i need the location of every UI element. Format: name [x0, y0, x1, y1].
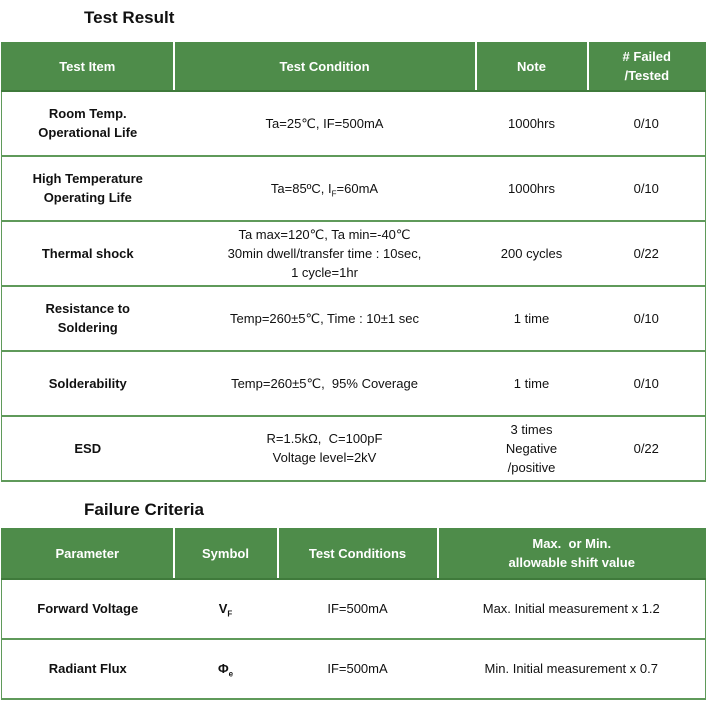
header-failed-tested — [588, 43, 706, 91]
symbol-subscript: e — [228, 669, 234, 679]
test-item-line: High Temperature — [32, 171, 143, 186]
note-cell: 200 cycles — [476, 221, 588, 286]
note-cell: 1000hrs — [476, 91, 588, 156]
test-item-cell — [2, 91, 174, 156]
failed-cell: 0/22 — [588, 221, 706, 286]
failed-cell: 0/22 — [588, 416, 706, 481]
test-condition-cell — [174, 416, 476, 481]
note-line: /positive — [507, 459, 556, 475]
header-symbol: Symbol — [174, 529, 278, 579]
note-cell: 1 time — [476, 351, 588, 416]
test-condition-cell — [174, 156, 476, 221]
condition-line: Voltage level=2kV — [272, 450, 377, 465]
header-test-item: Test Item — [2, 43, 174, 91]
failed-cell: 0/10 — [588, 286, 706, 351]
condition-suffix: =60mA — [336, 180, 379, 196]
test-item-line: Resistance to — [45, 301, 131, 316]
test-result-header-row — [2, 43, 706, 91]
symbol-cell — [174, 579, 278, 639]
test-item-line: Operating Life — [43, 190, 132, 205]
failed-cell: 0/10 — [588, 156, 706, 221]
header-shift-line1: Max. or Min. — [532, 536, 612, 552]
condition-line: 30min dwell/transfer time : 10sec, — [227, 245, 422, 261]
condition-prefix: Ta=85ºC, I — [270, 180, 332, 196]
condition-subscript: F — [331, 189, 337, 199]
test-condition-cell: Ta=25℃, IF=500mA — [174, 91, 476, 156]
test-item-line: Soldering — [57, 320, 118, 335]
test-condition-cell: Temp=260±5℃, 95% Coverage — [174, 351, 476, 416]
condition-line: 1 cycle=1hr — [291, 264, 358, 280]
table-row — [2, 156, 706, 221]
symbol-main: V — [218, 601, 228, 616]
condition-line: R=1.5kΩ, C=100pF — [266, 431, 383, 446]
test-result-title: Test Result — [84, 8, 175, 27]
test-item-cell: ESD — [2, 416, 174, 481]
note-line: Negative — [505, 440, 558, 456]
test-item-line: Operational Life — [38, 125, 138, 140]
header-shift-line2: allowable shift value — [508, 555, 635, 571]
condition-line: Ta max=120℃, Ta min=-40℃ — [238, 226, 411, 242]
symbol-cell — [174, 639, 278, 699]
table-row — [2, 286, 706, 351]
header-parameter: Parameter — [2, 529, 174, 579]
test-item-cell: Thermal shock — [2, 221, 174, 286]
conditions-cell: IF=500mA — [278, 579, 438, 639]
header-test-conditions: Test Conditions — [278, 529, 438, 579]
header-test-condition: Test Condition — [174, 43, 476, 91]
note-cell: 1000hrs — [476, 156, 588, 221]
parameter-cell: Forward Voltage — [2, 579, 174, 639]
test-item-cell — [2, 286, 174, 351]
conditions-cell: IF=500mA — [278, 639, 438, 699]
note-cell: 1 time — [476, 286, 588, 351]
table-row — [2, 221, 706, 286]
test-condition-cell: Temp=260±5℃, Time : 10±1 sec — [174, 286, 476, 351]
test-result-table — [1, 42, 706, 482]
shift-cell: Min. Initial measurement x 0.7 — [438, 639, 706, 699]
table-row — [2, 351, 706, 416]
parameter-cell: Radiant Flux — [2, 639, 174, 699]
failure-criteria-title: Failure Criteria — [84, 500, 204, 519]
failure-header-row — [2, 529, 706, 579]
table-row — [2, 91, 706, 156]
header-note: Note — [476, 43, 588, 91]
header-failed-line2: /Tested — [624, 68, 670, 84]
table-row — [2, 416, 706, 481]
table-row — [2, 579, 706, 639]
test-item-cell: Solderability — [2, 351, 174, 416]
failed-cell: 0/10 — [588, 351, 706, 416]
note-cell — [476, 416, 588, 481]
table-row — [2, 639, 706, 699]
shift-cell: Max. Initial measurement x 1.2 — [438, 579, 706, 639]
test-item-cell — [2, 156, 174, 221]
test-condition-cell — [174, 221, 476, 286]
test-item-line: Room Temp. — [48, 106, 127, 121]
symbol-subscript: F — [227, 609, 233, 619]
failed-cell: 0/10 — [588, 91, 706, 156]
header-shift-value — [438, 529, 706, 579]
symbol-main: Φ — [217, 661, 229, 676]
header-failed-line1: # Failed — [622, 49, 671, 65]
failure-criteria-table — [1, 528, 706, 700]
note-line: 3 times — [510, 421, 553, 437]
